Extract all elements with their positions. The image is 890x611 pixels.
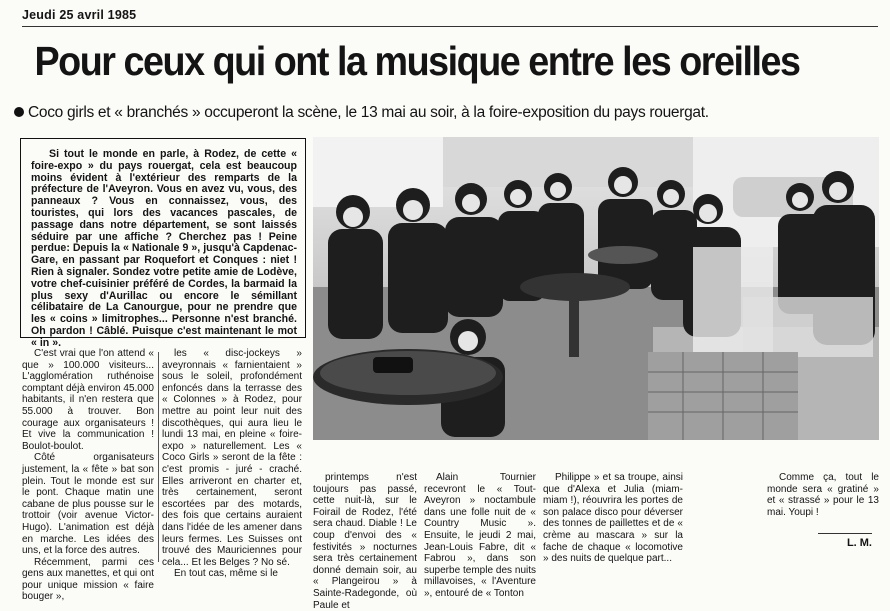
dateline: Jeudi 25 avril 1985 [22,8,137,22]
headline: Pour ceux qui ont la musique entre les oreilles [34,38,800,84]
lead-paragraph: Si tout le monde en parle, à Rodez, de cette « foire-expo » du pays rouergat, cela est beaucoup moins évident à l'extérieur des remparts de la préfecture de l'Aveyron. Vous en avez vu, vous, des panneaux ? Vous en connaissez, vous, des touristes, qui lors des vacances pascales, de passage dans notre département, se sont laissés séduire par une affiche ? Cherchez pas ! Peine perdue: Depuis la « Nationale 9 », jusqu'à Capdenac-Gare, en passant par Roquefort et Conques : niet ! Rien à signaler. Sondez votre petite amie de Lodève, votre chef-cuisinier préféré de Cordes, la barmaid la plus sexy d'Aurillac ou encore le sémillant célibataire de La Canourgue, pour ne prendre que les « coins » limitrophes... Personne n'est branché. Oh pardon ! Câblé. Puisque c'est maintenant le mot « in ». [20,138,306,338]
column-rule [158,352,159,562]
subhead-text: Coco girls et « branchés » occuperont la scène, le 13 mai au soir, à la foire-exposition du pays rouergat. [28,104,709,121]
col2-paragraph: les « disc-jockeys » aveyronnais « farnientaient » sous le soleil, profondément enfoncés dans la terrasse des « Colonnes » à Rodez, pour mettre au point leur nuit des discothèques, qui aura lieu le lundi 13 mai, en pleine « foire-expo » naturellement. Les « Coco Girls » seront de la fête : c'est promis - juré - craché. Elles arriveront en charter et, très certainement, seront escortées par des motards, des fois que certains auraient dans l'idée de les amener dans leurs fermes. Les Suisses ont trouvé des Mauriciennes pour cela... Et les Belges ? No sé. [162,348,302,568]
photo [313,137,879,440]
signature-rule [818,533,872,534]
column-5: Philippe » et sa troupe, ainsi que d'Alexa et Julia (miam-miam !), réouvrira les portes de son palace disco pour déverser des tonnes de paillettes et de « crème au mascara » sur la fache de chaque « locomotive » des nuits de quelque part... [543,472,683,565]
column-6: Comme ça, tout le monde sera « gratiné » et « strassé » pour le 13 mai. Youpi ! [767,472,879,518]
subhead [14,104,709,122]
column-1 [22,348,154,603]
column-3: printemps n'est toujours pas passé, cette nuit-là, sur le Foirail de Rodez, l'été sera chaud. Diable ! Le coup d'envoi des « festivités » nocturnes sera très certainement donné demain soir, au « Plangeirou » à Sainte-Radegonde, où Paule et [313,472,417,611]
top-rule [22,26,878,27]
signature: L. M. [846,537,872,549]
column-4: Alain Tournier recevront le « Tout-Aveyron » noctambule dans une folle nuit de « Country Music ». Ensuite, le jeudi 2 mai, Jean-Louis Fabre, dit « Fabrou », dans son superbe temple des nuits millavoises, « l'Aventure », entouré de « Tonton [424,472,536,599]
col1-paragraph: Récemment, parmi ces gens aux manettes, et qui ont pour unique mission « faire bouger », [22,556,154,603]
col1-paragraph: Côté organisateurs justement, la « fête » bat son plein. Tout le monde est sur le pont. Chaque matin une cabane de plus pousse sur le trottoir (voir avenue Victor-Hugo). L'animation est déjà en marche. Les idées des uns, et la force des autres. [22,452,154,557]
bullet-icon [14,107,24,117]
col2-paragraph: En tout cas, même si le [174,568,278,580]
col1-paragraph: C'est vrai que l'on attend « que » 100.000 visiteurs... L'agglomération ruthénoise comptant déjà environ 45.000 habitants, il n'en restera que 55.000 à trouver. Bon courage aux organisateurs ! Et vive la communication ! Boulot-boulot. [22,348,154,452]
column-2 [162,348,302,580]
group-photo-image [313,137,879,440]
